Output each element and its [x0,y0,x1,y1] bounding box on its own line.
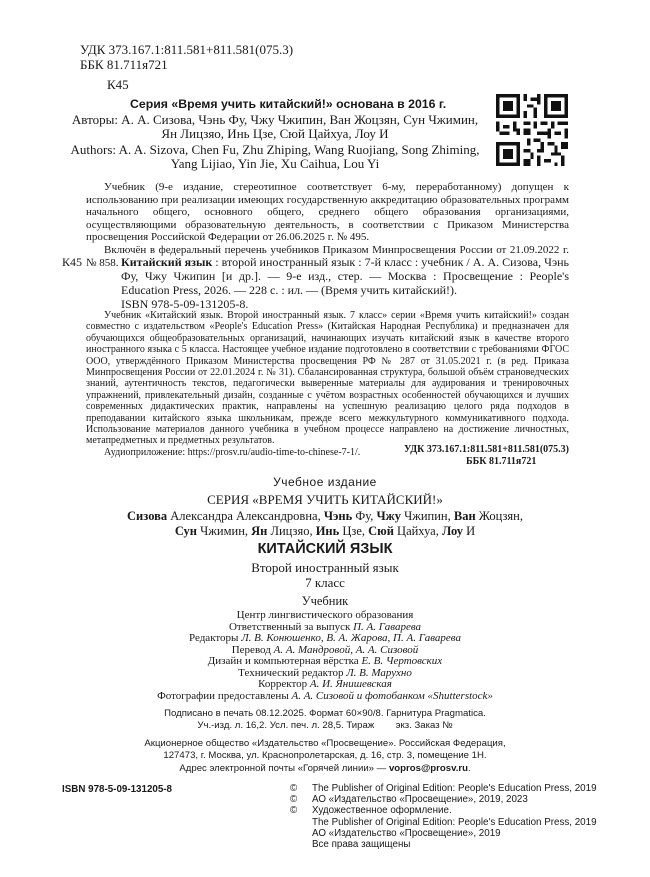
author-surname: Инь [315,524,340,538]
credit-name: А. И. Янишевская [309,678,392,690]
author-surname: Ван [453,509,476,523]
author-surname: Чжу [376,509,401,523]
authors-en-line: Yang Lijiao, Yin Jie, Xu Caihua, Lou Yi [170,156,380,171]
author-name: Фу, [352,509,377,523]
credit-role: Ответственный за выпуск [228,620,354,633]
credit-name: Л. В. Марухно [346,666,412,679]
credit-role: Перевод [231,643,274,656]
udk-code: УДК 373.167.1:811.581+811.581(075.3) [80,42,294,57]
hotline [100,763,550,774]
print-info [100,708,550,732]
author-name: Цайхуа, [393,524,442,538]
book-grade: 7 класс [305,575,345,590]
credit-name: А. А. Мандровой, А. А. Сизовой [273,643,419,656]
copyright-block [290,783,597,850]
annotation-block [86,310,569,458]
book-title: КИТАЙСКИЙ ЯЗЫК [257,541,393,557]
print-info-line: Подписано в печать 08.12.2025. Формат 60×90/8. Гарнитура Pragmatica. [164,708,486,719]
hotline-end: . [467,763,471,774]
copyright-icon: © [290,805,298,817]
book-type: Учебник [301,594,349,608]
author-name: Лицзяо, [267,524,316,538]
series-founded: Серия «Время учить китайский!» основана в 2016 г. [130,97,447,111]
credit-name: Л. В. Конюшенко, В. А. Жарова, П. А. Гаварева [241,632,461,644]
catalog-mark: К45 [62,255,83,269]
credit-name: П. А. Гаварева [353,620,422,633]
author-name: Цзе, [339,524,369,538]
copyright-text: АО «Издательство «Просвещение», 2019 [312,827,501,839]
catalog-description: : второй иностранный язык : 7-й класс : учебник / А. А. Сизова, Чэнь Фу, Чжу Чжипин [и др.]. — 9-е изд., стер. — Москва : Просвещение : People's Education Press, 2026. — 228 с. : ил. — (Время учить китайский!). [121,255,569,297]
approval-paragraph: Включён в федеральный перечень учебников Приказом Минпросвещения России от 21.09.2022 г. № 858. [86,243,569,269]
credit-role: Корректор [258,678,310,690]
credit-role: Редакторы [189,632,242,644]
copyright-text: Художественное оформление. [312,805,452,817]
credit-role: Дизайн и компьютерная вёрстка [207,655,362,667]
copyright-text: The Publisher of Original Edition: People's Education Press, 2019 [312,816,597,828]
edition-type: Учебное издание [273,475,377,489]
author-name: Жоцзян, [475,509,523,523]
copyright-icon: © [290,783,298,794]
annotation-text: Учебник «Китайский язык. Второй иностранный язык. 7 класс» серии «Время учить китайский!» создан совместно с издательством «People's Education Press» (Китайская Народная Республика) и предназначен для обучающихся общеобразовательных организаций, начинающих изучать китайский язык в качестве второго иностранного языка с 5 класса. Настоящее учебное издание подготовлено в соответствии с требованиями ФГОС ООО, утверждённого Приказом Министерства просвещения РФ № 287 от 31.05.2021 г. (в ред. Приказа Минпросвещения России от 22.01.2024 г. № 31). Сбалансированная структура, большой объём страноведческих знаний, аутентичность текстов, педагогически выверенные материалы для аудирования и тренировочных упражнений, привлекательный дизайн, созданные с учётом возрастных особенностей обучающихся и лучших современных дидактических практик, направлены на успешную реализацию целого ряда подходов в преподавании китайского языка школьникам, прежде всего межкультурного коммуникативного подхода. Использование материалов данного учебника в учебном процессе направлено на достижение личностных, метапредметных и предметных результатов. [86,310,569,447]
credit-role: Технический редактор [238,666,347,679]
full-authors [90,509,560,539]
authors-ru-line: Авторы: А. А. Сизова, Чэнь Фу, Чжу Чжипин, Ван Жоцзян, Сун Чжимин, [71,112,479,127]
author-surname: Сюй [368,524,394,538]
author-name: И [463,524,476,538]
publisher-line: 127473, г. Москва, ул. Краснопролетарская, д. 16, стр. 3, помещение 1Н. [163,750,487,761]
copyright-icon: © [290,794,298,806]
catalog-title: Китайский язык [121,255,213,269]
qr-code-icon [496,94,568,166]
bbk-code: ББК 81.711я721 [80,57,168,72]
publisher-address [100,738,550,762]
catalog-entry [121,255,569,311]
hotline-email[interactable]: vopros@prosv.ru [388,763,468,774]
isbn-footer: ISBN 978-5-09-131205-8 [62,784,173,795]
author-surname: Чэнь [323,509,353,523]
credit-role: Центр лингвистического образования [236,609,414,621]
bbk-bold: ББК 81.711я721 [466,456,537,467]
author-name: Чжимин, [197,524,252,538]
hotline-label: Адрес электронной почты «Горячей линии» — [179,763,389,774]
series-caps: СЕРИЯ «ВРЕМЯ УЧИТЬ КИТАЙСКИЙ!» [207,492,443,507]
author-name: Александра Александровна, [167,509,324,523]
author-name: Чжипин, [400,509,454,523]
book-subtitle: Второй иностранный язык [251,560,399,575]
copyright-text: Все права защищены [312,839,411,851]
credits [80,610,570,702]
authors-ru-line: Ян Лицзяо, Инь Цзе, Сюй Цайхуа, Лоу И [161,126,389,141]
credit-name: Е. В. Чертовских [361,655,443,667]
authors-en [62,143,488,171]
print-info-line: Уч.-изд. л. 16,2. Усл. печ. л. 28,5. Тираж экз. Заказ № [197,720,453,731]
approval-paragraph: Учебник (9-е издание, стереотипное соответствует 6-му, переработанному) допущен к использованию при реализации имеющих государственную аккредитацию образовательных программ начального общего, основного общего, среднего общего образования организациями, осуществляющими образовательную деятельность, в соответствии с Приказом Министерства просвещения Российской Федерации от 26.06.2025 г. № 495. [86,181,569,244]
audio-link: Аудиоприложение: https://prosv.ru/audio-time-to-chinese-7-1/. [104,446,361,458]
publisher-line: Акционерное общество «Издательство «Просвещение». Российская Федерация, [144,738,506,749]
credit-role: Фотографии предоставлены [157,689,292,702]
author-surname: Лоу [441,524,463,538]
copyright-text: The Publisher of Original Edition: People's Education Press, 2019 [312,783,597,794]
catalog-isbn: ISBN 978-5-09-131205-8. [121,297,249,311]
authors-ru [62,113,488,141]
author-surname: Сизова [127,509,168,523]
copyright-text: АО «Издательство «Просвещение», 2019, 2023 [312,794,528,806]
credit-name: А. А. Сизовой и фотобанком «Shutterstock» [291,689,493,702]
udk-bold: УДК 373.167.1:811.581+811.581(075.3) [403,444,569,455]
authors-en-line: Authors: A. A. Sizova, Chen Fu, Zhu Zhiping, Wang Ruojiang, Song Zhiming, [70,142,480,157]
author-mark: К45 [107,77,129,92]
author-surname: Ян [251,524,268,538]
author-surname: Сун [174,524,198,538]
